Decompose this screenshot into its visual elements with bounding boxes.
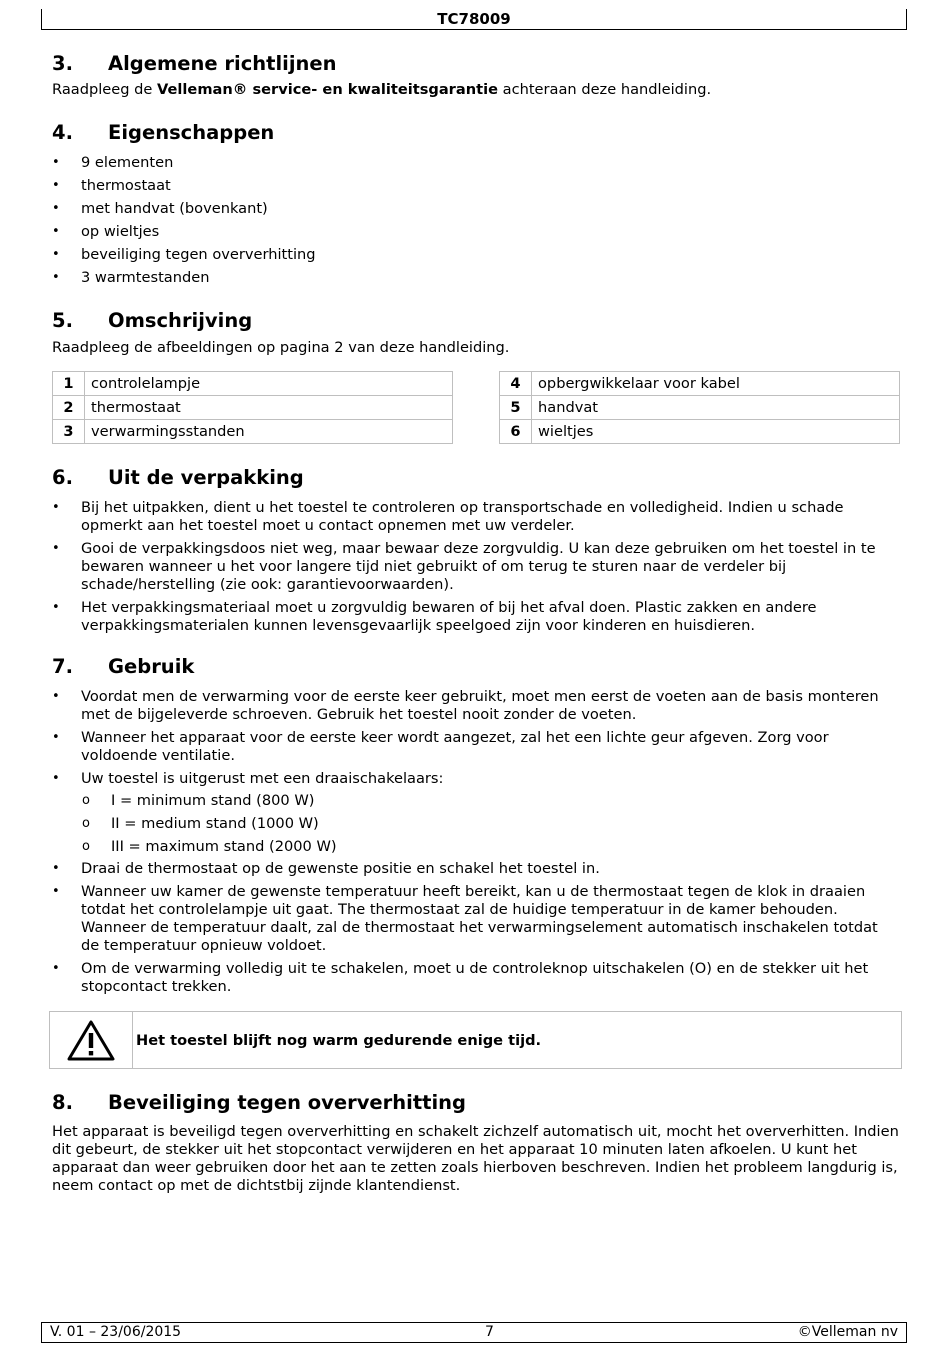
usage-list: [52, 688, 900, 788]
section-title: Beveiliging tegen oververhitting: [108, 1091, 466, 1114]
list-item: • 9 elementen: [52, 151, 900, 174]
parts-table-right: [499, 371, 900, 444]
list-item: • Wanneer uw kamer de gewenste temperatuur heeft bereikt, kan u de thermostaat tegen de klok in draaien totdat het controlelampje uit gaat. The thermostaat zal de huidige temperatuur in de kamer behouden. Wanneer de temperatuur daalt, zal de thermostaat het verwarmingselement automatisch inschakelen totdat de temperatuur opnieuw voldoet.: [52, 883, 900, 955]
warning-box: [49, 1011, 902, 1069]
section-7-heading: [52, 653, 900, 681]
section-3-heading: [52, 50, 900, 78]
table-row: [500, 396, 900, 420]
section-number: 5.: [52, 309, 73, 332]
text-run: achteraan deze handleiding.: [497, 81, 712, 98]
list-item: • met handvat (bovenkant): [52, 197, 900, 220]
part-number: 5: [500, 396, 532, 420]
section-8-heading: [52, 1089, 900, 1117]
part-number: 1: [53, 372, 85, 396]
features-list: [52, 151, 900, 289]
unpacking-list: [52, 499, 900, 635]
section-title: Omschrijving: [108, 309, 253, 332]
part-label: handvat: [532, 396, 900, 420]
section-4-heading: [52, 119, 900, 147]
page-content: [52, 50, 900, 1195]
part-label: verwarmingsstanden: [85, 420, 453, 444]
table-row: [53, 372, 453, 396]
warning-text: Het toestel blijft nog warm gedurende enige tijd.: [136, 1031, 542, 1049]
sub-list-item: o II = medium stand (1000 W): [52, 812, 900, 835]
section-number: 7.: [52, 655, 73, 678]
section-8-text: Het apparaat is beveiligd tegen oververhitting en schakelt zichzelf automatisch uit, mocht het oververhitten. Indien dit gebeurt, de stekker uit het stopcontact verwijderen en het apparaat 10 minuten laten afkoelen. U kunt het apparaat dan weer gebruiken door het aan te zetten zoals hierboven beschreven. Indien het probleem langdurig is, neem contact op met de dichtstbij zijnde klantendienst.: [52, 1123, 899, 1194]
usage-list-continued: [52, 860, 900, 996]
warning-triangle-icon: [67, 1019, 115, 1061]
part-label: wieltjes: [532, 420, 900, 444]
list-item: • 3 warmtestanden: [52, 266, 900, 289]
part-label: opbergwikkelaar voor kabel: [532, 372, 900, 396]
list-item: • Gooi de verpakkingsdoos niet weg, maar bewaar deze zorgvuldig. U kan deze gebruiken om het toestel in te bewaren wanneer u het voor langere tijd niet gebruikt of om terug te sturen naar de verdeler bij schade/herstelling (zie ook: garantievoorwaarden).: [52, 540, 900, 594]
section-title: Uit de verpakking: [108, 466, 304, 489]
bold-text-run: Velleman® service- en kwaliteitsgarantie: [157, 81, 498, 98]
warning-icon-cell: [50, 1012, 133, 1068]
part-number: 4: [500, 372, 532, 396]
list-item: • Het verpakkingsmateriaal moet u zorgvuldig bewaren of bij het afval doen. Plastic zakken en andere verpakkingsmaterialen kunnen levensgevaarlijk speelgoed zijn voor kinderen en huisdieren.: [52, 599, 900, 635]
list-item: • op wieltjes: [52, 220, 900, 243]
version-date: V. 01 – 23/06/2015: [50, 1324, 182, 1340]
page-footer: [41, 1322, 907, 1343]
section-6-heading: [52, 464, 900, 492]
section-3-text: [52, 81, 900, 99]
list-item: • Wanneer het apparaat voor de eerste keer wordt aangezet, zal het een lichte geur afgeven. Zorg voor voldoende ventilatie.: [52, 729, 900, 765]
section-number: 8.: [52, 1091, 73, 1114]
list-item: • Bij het uitpakken, dient u het toestel te controleren op transportschade en volledigheid. Indien u schade opmerkt aan het toestel moet u contact opnemen met uw verdeler.: [52, 499, 900, 535]
table-row: [500, 372, 900, 396]
part-label: thermostaat: [85, 396, 453, 420]
part-number: 3: [53, 420, 85, 444]
section-title: Gebruik: [108, 655, 195, 678]
text-run: Raadpleeg de: [52, 81, 158, 98]
section-5-text: Raadpleeg de afbeeldingen op pagina 2 van deze handleiding.: [52, 339, 510, 356]
page-number: 7: [484, 1324, 494, 1340]
sub-list-item: o I = minimum stand (800 W): [52, 789, 900, 812]
page-header: [41, 9, 907, 30]
table-row: [53, 396, 453, 420]
list-item: [52, 770, 900, 788]
parts-tables: [52, 371, 900, 444]
copyright: ©Velleman nv: [797, 1324, 898, 1340]
list-item: • thermostaat: [52, 174, 900, 197]
section-number: 6.: [52, 466, 73, 489]
section-title: Eigenschappen: [108, 121, 275, 144]
model-number: TC78009: [437, 10, 511, 28]
part-number: 2: [53, 396, 85, 420]
list-item-text: Uw toestel is uitgerust met een draaischakelaars:: [81, 770, 444, 787]
section-number: 3.: [52, 52, 73, 75]
section-title: Algemene richtlijnen: [108, 52, 337, 75]
parts-table-left: [52, 371, 453, 444]
table-row: [53, 420, 453, 444]
part-number: 6: [500, 420, 532, 444]
section-5-heading: [52, 307, 900, 335]
table-row: [500, 420, 900, 444]
section-number: 4.: [52, 121, 73, 144]
list-item: • beveiliging tegen oververhitting: [52, 243, 900, 266]
part-label: controlelampje: [85, 372, 453, 396]
list-item: • Om de verwarming volledig uit te schakelen, moet u de controleknop uitschakelen (O) en de stekker uit het stopcontact trekken.: [52, 960, 900, 996]
sub-list-item: o III = maximum stand (2000 W): [52, 835, 900, 858]
switch-positions-list: [52, 789, 900, 858]
list-item: • Draai de thermostaat op de gewenste positie en schakel het toestel in.: [52, 860, 900, 878]
list-item: • Voordat men de verwarming voor de eerste keer gebruikt, moet men eerst de voeten aan de basis monteren met de bijgeleverde schroeven. Gebruik het toestel nooit zonder de voeten.: [52, 688, 900, 724]
